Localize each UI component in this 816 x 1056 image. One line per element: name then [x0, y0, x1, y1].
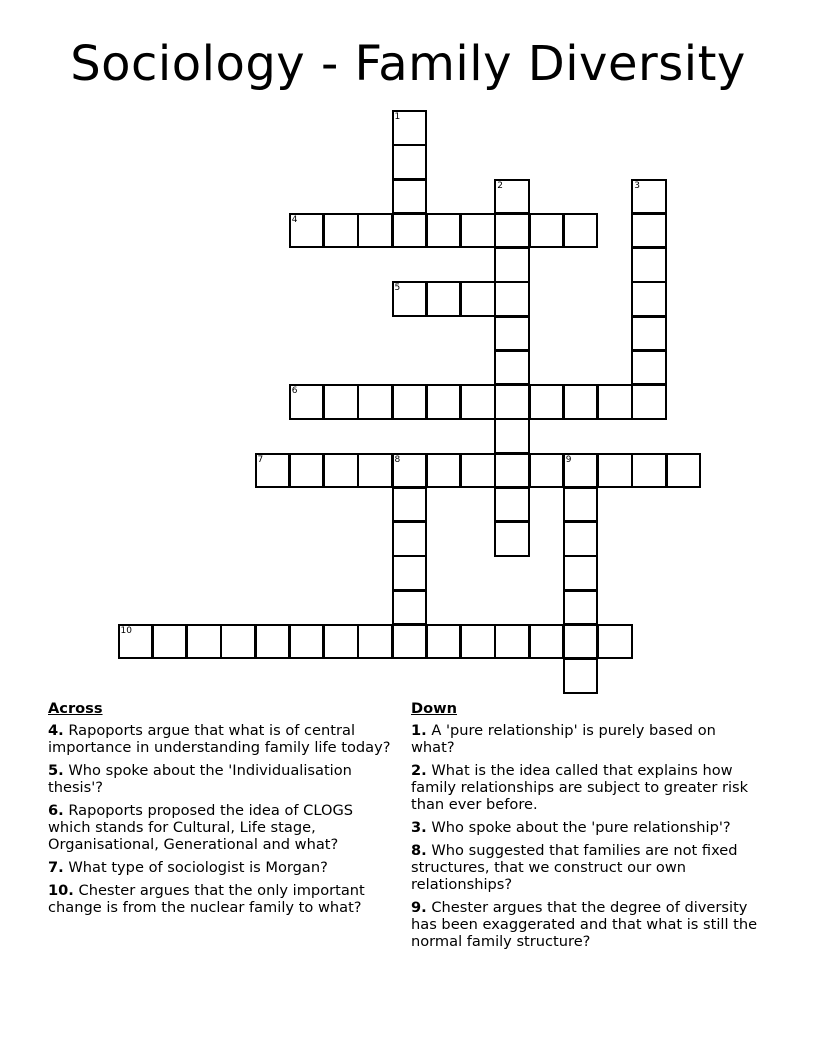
- grid-cell[interactable]: [529, 384, 565, 420]
- grid-cell[interactable]: [220, 624, 256, 660]
- down-clues: [411, 700, 763, 956]
- clue-number: 2.: [411, 762, 427, 779]
- grid-cell[interactable]: [631, 247, 667, 283]
- cell-number: 8: [394, 454, 401, 465]
- grid-cell[interactable]: [392, 453, 428, 489]
- grid-cell[interactable]: [152, 624, 188, 660]
- down-heading: Down: [411, 700, 458, 717]
- grid-cell[interactable]: [357, 624, 393, 660]
- clue-down-2: [411, 762, 763, 813]
- grid-cell[interactable]: [460, 384, 496, 420]
- grid-cell[interactable]: [392, 110, 428, 146]
- across-clues: [48, 700, 394, 922]
- clue-text: Chester argues that the only important change is from the nuclear family to what?: [48, 882, 365, 916]
- grid-cell[interactable]: [392, 590, 428, 626]
- grid-cell[interactable]: [392, 521, 428, 557]
- cell-number: 7: [257, 454, 264, 465]
- grid-cell[interactable]: [631, 179, 667, 215]
- clue-number: 3.: [411, 819, 427, 836]
- grid-cell[interactable]: [323, 213, 359, 249]
- grid-cell[interactable]: [494, 179, 530, 215]
- grid-cell[interactable]: [426, 213, 462, 249]
- grid-cell[interactable]: [563, 521, 599, 557]
- grid-cell[interactable]: [323, 453, 359, 489]
- grid-cell[interactable]: [631, 213, 667, 249]
- grid-cell[interactable]: [494, 247, 530, 283]
- grid-cell[interactable]: [392, 144, 428, 180]
- grid-cell[interactable]: [357, 213, 393, 249]
- grid-cell[interactable]: [563, 555, 599, 591]
- grid-cell[interactable]: [563, 624, 599, 660]
- grid-cell[interactable]: [563, 590, 599, 626]
- grid-cell[interactable]: [631, 281, 667, 317]
- clue-down-9: [411, 899, 763, 950]
- grid-cell[interactable]: [426, 281, 462, 317]
- grid-cell[interactable]: [494, 384, 530, 420]
- clue-number: 10.: [48, 882, 74, 899]
- grid-cell[interactable]: [186, 624, 222, 660]
- cell-number: 5: [394, 283, 401, 294]
- clue-number: 1.: [411, 722, 427, 739]
- grid-cell[interactable]: [392, 384, 428, 420]
- grid-cell[interactable]: [323, 384, 359, 420]
- grid-cell[interactable]: [666, 453, 702, 489]
- cell-number: 9: [565, 454, 572, 465]
- clue-number: 9.: [411, 899, 427, 916]
- grid-cell[interactable]: [392, 555, 428, 591]
- grid-cell[interactable]: [357, 453, 393, 489]
- clue-down-1: [411, 722, 763, 756]
- grid-cell[interactable]: [631, 384, 667, 420]
- clue-text: What type of sociologist is Morgan?: [68, 859, 328, 876]
- puzzle-title: Sociology - Family Diversity: [70, 36, 746, 92]
- grid-cell[interactable]: [529, 213, 565, 249]
- clue-across-5: [48, 762, 394, 796]
- cell-number: 10: [120, 625, 132, 636]
- grid-cell[interactable]: [357, 384, 393, 420]
- grid-cell[interactable]: [392, 179, 428, 215]
- grid-cell[interactable]: [118, 624, 154, 660]
- cell-number: 2: [497, 180, 503, 191]
- grid-cell[interactable]: [392, 624, 428, 660]
- grid-cell[interactable]: [494, 350, 530, 386]
- grid-cell[interactable]: [392, 487, 428, 523]
- grid-cell[interactable]: [255, 624, 291, 660]
- grid-cell[interactable]: [289, 624, 325, 660]
- clue-text: Chester argues that the degree of diversity has been exaggerated and that what is still the normal family structure?: [411, 899, 758, 950]
- grid-cell[interactable]: [426, 384, 462, 420]
- cell-number: 1: [394, 112, 401, 122]
- grid-cell[interactable]: [494, 316, 530, 352]
- across-heading: Across: [48, 700, 103, 717]
- grid-cell[interactable]: [597, 624, 633, 660]
- grid-cell[interactable]: [494, 453, 530, 489]
- clue-across-7: [48, 859, 394, 876]
- grid-cell[interactable]: [392, 281, 428, 317]
- grid-cell[interactable]: [563, 384, 599, 420]
- grid-cell[interactable]: [494, 521, 530, 557]
- clue-text: Who suggested that families are not fixed structures, that we construct our own relationships?: [411, 842, 738, 893]
- clue-across-6: [48, 802, 394, 853]
- grid-cell[interactable]: [494, 487, 530, 523]
- grid-cell[interactable]: [460, 624, 496, 660]
- clue-text: Who spoke about the 'pure relationship'?: [431, 819, 731, 836]
- grid-cell[interactable]: [460, 213, 496, 249]
- grid-cell[interactable]: [631, 453, 667, 489]
- clue-number: 6.: [48, 802, 64, 819]
- cell-number: 3: [634, 180, 640, 191]
- clue-down-3: [411, 819, 763, 836]
- grid-cell[interactable]: [563, 658, 599, 694]
- grid-cell[interactable]: [529, 453, 565, 489]
- grid-cell[interactable]: [563, 453, 599, 489]
- grid-cell[interactable]: [631, 316, 667, 352]
- grid-cell[interactable]: [597, 453, 633, 489]
- grid-cell[interactable]: [631, 350, 667, 386]
- grid-cell[interactable]: [289, 453, 325, 489]
- grid-cell[interactable]: [494, 418, 530, 454]
- clue-number: 4.: [48, 722, 64, 739]
- clue-across-4: [48, 722, 394, 756]
- grid-cell[interactable]: [460, 453, 496, 489]
- clue-number: 8.: [411, 842, 427, 859]
- grid-cell[interactable]: [255, 453, 291, 489]
- grid-cell[interactable]: [529, 624, 565, 660]
- clue-across-10: [48, 882, 394, 916]
- grid-cell[interactable]: [494, 624, 530, 660]
- grid-cell[interactable]: [289, 384, 325, 420]
- grid-cell[interactable]: [460, 281, 496, 317]
- clue-text: A 'pure relationship' is purely based on what?: [411, 722, 716, 756]
- cell-number: 4: [291, 214, 298, 225]
- grid-cell[interactable]: [563, 487, 599, 523]
- grid-cell[interactable]: [563, 213, 599, 249]
- clue-text: What is the idea called that explains how family relationships are subject to greater risk than ever before.: [411, 762, 749, 813]
- grid-cell[interactable]: [392, 213, 428, 249]
- grid-cell[interactable]: [323, 624, 359, 660]
- cell-number: 6: [291, 386, 298, 396]
- clue-number: 7.: [48, 859, 64, 876]
- grid-cell[interactable]: [494, 281, 530, 317]
- grid-cell[interactable]: [597, 384, 633, 420]
- clue-text: Who spoke about the 'Individualisation thesis'?: [48, 762, 352, 796]
- clue-text: Rapoports argue that what is of central importance in understanding family life today?: [48, 722, 391, 756]
- grid-cell[interactable]: [426, 453, 462, 489]
- clue-number: 5.: [48, 762, 64, 779]
- grid-cell[interactable]: [426, 624, 462, 660]
- clue-down-8: [411, 842, 763, 893]
- clue-text: Rapoports proposed the idea of CLOGS which stands for Cultural, Life stage, Organisational, Generational and what?: [48, 802, 354, 853]
- grid-cell[interactable]: [494, 213, 530, 249]
- grid-cell[interactable]: [289, 213, 325, 249]
